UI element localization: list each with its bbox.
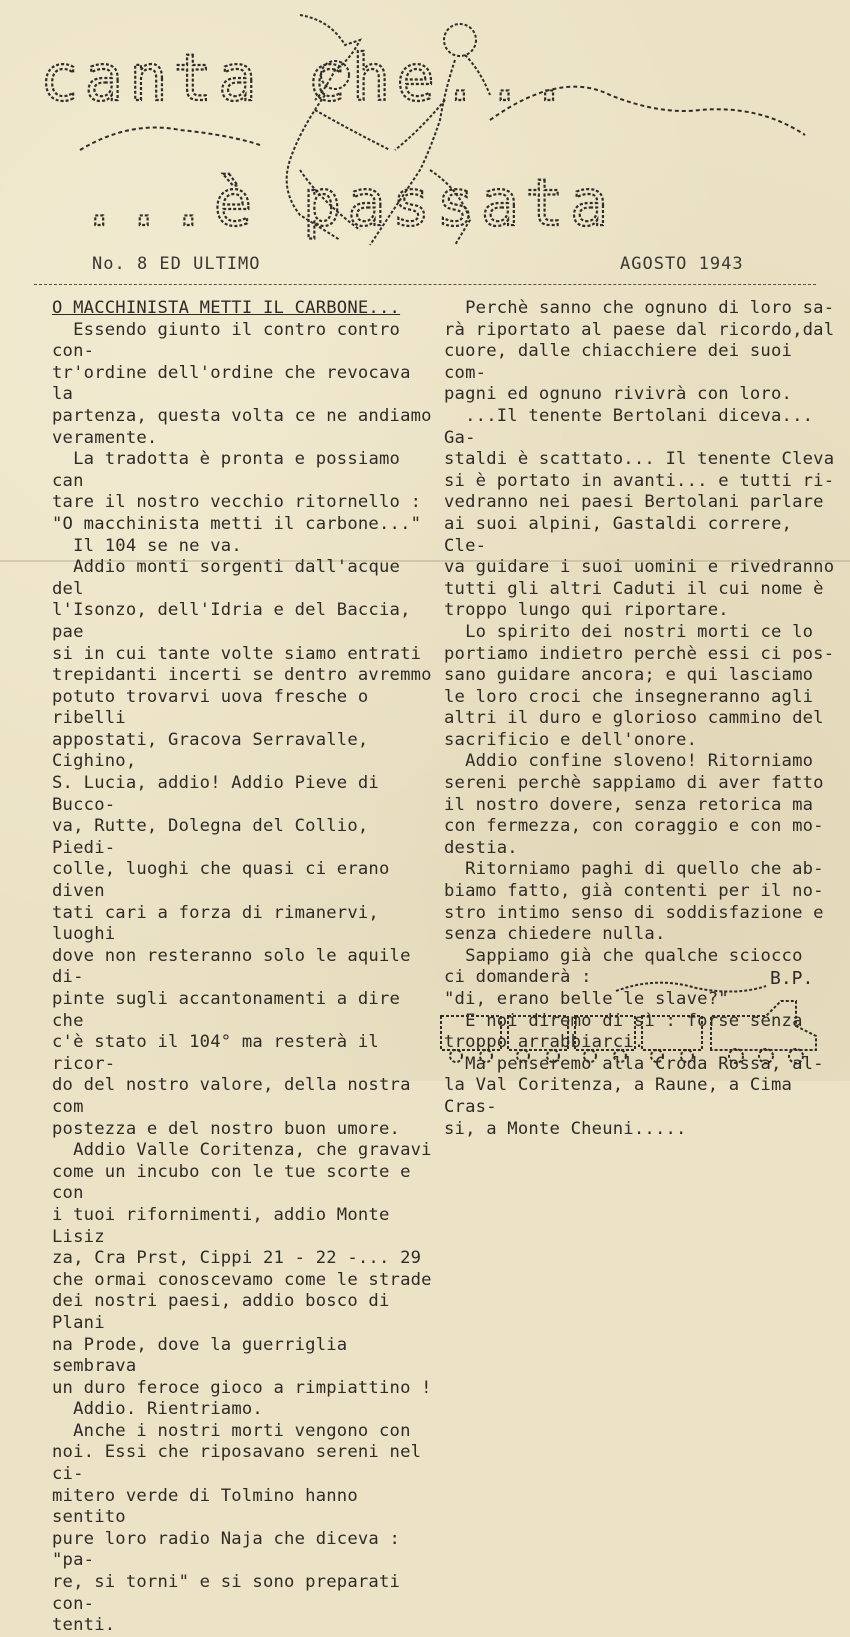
text-line: va guidare i suoi uomini e rivedranno [444,557,835,578]
masthead-art [0,0,850,250]
text-line: staldi è scattato... Il tenente Cleva [444,449,835,470]
text-line: vedranno nei paesi Bertolani parlare [444,492,824,513]
text-line: appostati, Gracova Serravalle, Cighino, [52,729,379,772]
text-line: ...Il tenente Bertolani diceva... Ga- [444,405,824,448]
text-line: E noi diremo di sì : forse senza [444,1010,803,1031]
text-line: "di, erano belle le slave?" [444,989,729,1009]
text-line: S. Lucia, addio! Addio Pieve di Bucco- [52,773,390,815]
text-line: partenza, questa volta ce ne andiamo [52,405,432,426]
text-line: tutti gli altri Caduti il cui nome è [444,578,824,599]
text-line: tare il nostro vecchio ritornello : [52,492,422,513]
text-line: un duro feroce gioco a rimpiattino ! [52,1377,432,1398]
text-line: altri il duro e glorioso cammino del [444,708,824,729]
text-line: sereni perchè sappiamo di aver fatto [444,773,824,794]
text-line: Addio Valle Coritenza, che gravavi [52,1140,432,1161]
text-line: noi. Essi che riposavano sereni nel ci- [52,1442,432,1485]
text-line: la Val Coritenza, a Raune, a Cima Cras- [444,1075,803,1117]
text-line: va, Rutte, Dolegna del Collio, Piedi- [52,816,379,858]
text-line: veramente. [52,427,158,448]
text-line: destia. [444,837,518,858]
text-line: ci domanderà : [444,967,592,988]
text-line: sacrificio e dell'onore. [444,729,698,750]
text-line: "O macchinista metti il carbone..." [52,513,422,534]
text-line: pagni ed ognuno rivivrà con loro. [444,384,793,405]
text-line: colle, luoghi che quasi ci erano diven [52,859,401,902]
text-line: l'Isonzo, dell'Idria e del Baccia, pae [52,600,422,642]
text-line: Perchè sanno che ognuno di loro sa- [444,298,835,318]
header-divider [34,284,816,285]
text-line: postezza e del nostro buon umore. [52,1118,401,1139]
masthead-title-line2: ...è passata [80,167,615,241]
text-line: i tuoi rifornimenti, addio Monte Lisiz [52,1204,401,1247]
text-line: Addio confine sloveno! Ritorniamo [444,751,814,772]
signature: B.P. [770,968,814,989]
text-line: sano guidare ancora; e qui lasciamo [444,665,814,686]
text-line: Sappiamo già che qualche sciocco [444,945,803,966]
text-line: pure loro radio Naja che diceva : "pa- [52,1528,411,1571]
text-line: si è portato in avanti... e tutti ri- [444,470,835,491]
text-line: il nostro dovere, senza retorica ma [444,794,814,815]
text-line: za, Cra Prst, Cippi 21 - 22 -... 29 [52,1248,422,1269]
text-line: potuto trovarvi uova fresche o ribelli [52,686,379,729]
text-line: biamo fatto, già contenti per il no- [444,881,824,902]
text-line: pinte sugli accantonamenti a dire che [52,989,411,1031]
text-line: rà riportato al paese dal ricordo,dal [444,319,835,340]
text-line: c'è stato il 104° ma resterà il ricor- [52,1032,390,1074]
text-line: Anche i nostri morti vengono con [52,1420,411,1441]
text-line: tr'ordine dell'ordine che revocava la [52,362,422,405]
text-line: tenti. [52,1615,116,1636]
text-line: ai suoi alpini, Gastaldi correre, Cle- [444,513,803,556]
left-column [52,298,440,1637]
text-line: si in cui tante volte siamo entrati [52,643,422,664]
text-line: portiamo indietro perchè essi ci pos- [444,643,835,664]
text-line: stro intimo senso di soddisfazione e [444,902,824,923]
train-icon [436,976,826,1066]
text-line: re, si torni" e si sono preparati con- [52,1572,411,1614]
text-line: trepidanti incerti se dentro avremmo [52,665,432,686]
text-line: na Prode, dove la guerriglia sembrava [52,1334,358,1377]
text-line: si, a Monte Cheuni..... [444,1118,687,1139]
text-line: La tradotta è pronta e possiamo can [52,449,411,491]
issue-date: AGOSTO 1943 [620,254,744,274]
text-line: senza chiedere nulla. [444,924,666,945]
text-line: dei nostri paesi, addio bosco di Plani [52,1291,401,1333]
text-line: Addio. Rientriamo. [52,1399,263,1420]
text-line: Ma penseremo alla Croda Rossa, al- [444,1053,824,1074]
text-line: troppo arrabbiarci. [444,1032,645,1053]
masthead [0,0,850,250]
text-line: Addio monti sorgenti dall'acque del [52,557,411,599]
text-line: che ormai conoscevamo come le strade [52,1269,432,1290]
text-line: Essendo giunto il contro contro con- [52,319,411,362]
text-line: Il 104 se ne va. [52,535,242,556]
article-heading: O MACCHINISTA METTI IL CARBONE... [52,298,401,318]
text-line: do del nostro valore, della nostra com [52,1075,422,1117]
text-line: troppo lungo qui riportare. [444,600,729,621]
text-line: tati cari a forza di rimanervi, luoghi [52,902,390,945]
masthead-title-line1: canta che... [40,42,575,116]
text-line: Lo spirito dei nostri morti ce lo [444,621,814,642]
text-line: le loro croci che insegneranno agli [444,686,814,707]
text-line: mitero verde di Tolmino hanno sentito [52,1485,369,1528]
text-line: dove non resteranno solo le aquile di- [52,945,422,988]
issue-number: No. 8 ED ULTIMO [92,254,261,274]
text-line: con fermezza, con coraggio e con mo- [444,816,824,837]
text-line: come un incubo con le tue scorte e con [52,1161,422,1204]
text-line: cuore, dalle chiacchiere dei suoi com- [444,341,803,383]
text-line: Ritorniamo paghi di quello che ab- [444,859,824,880]
